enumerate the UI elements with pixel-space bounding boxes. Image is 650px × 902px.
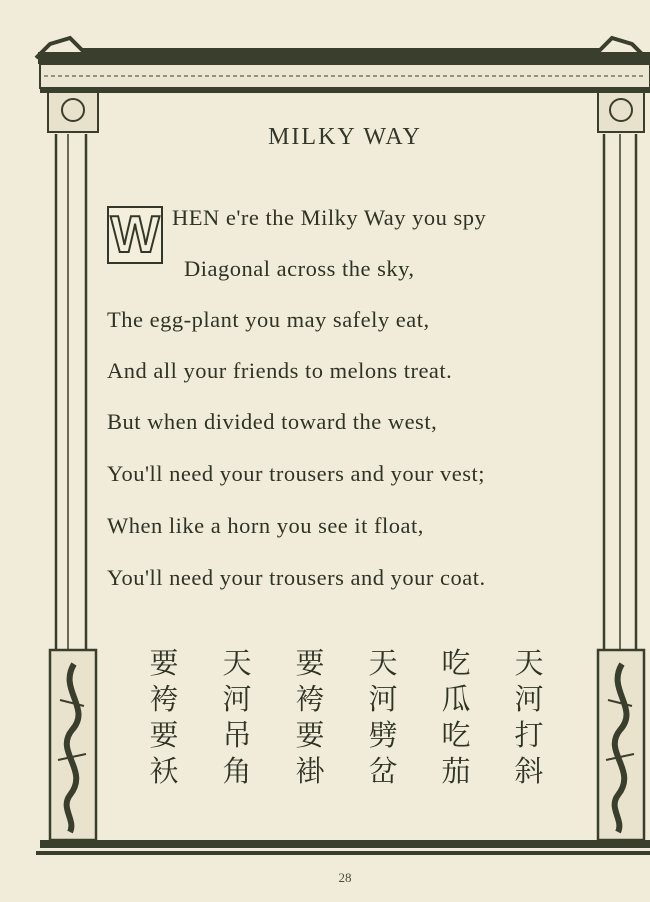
- poem-line: And all your friends to melons treat.: [107, 358, 453, 383]
- chinese-column: [218, 645, 256, 789]
- chinese-character: 角: [222, 754, 252, 788]
- chinese-character: 天: [514, 646, 544, 680]
- chinese-character: 河: [368, 682, 398, 716]
- poem-line: Diagonal across the sky,: [184, 256, 415, 281]
- chinese-character: 斜: [514, 754, 544, 788]
- chinese-character: 袴: [295, 682, 325, 716]
- chinese-character: 要: [295, 646, 325, 680]
- chinese-character: 要: [295, 718, 325, 752]
- chinese-character: 茄: [441, 754, 471, 788]
- chinese-character: 天: [368, 646, 398, 680]
- poem-line: The egg-plant you may safely eat,: [107, 307, 430, 332]
- chinese-column: [437, 645, 475, 789]
- chinese-column: [291, 645, 329, 789]
- chinese-character: 瓜: [441, 682, 471, 716]
- chinese-character: 劈: [368, 718, 398, 752]
- chinese-character: 打: [514, 718, 544, 752]
- poem-line: You'll need your trousers and your vest;: [107, 461, 485, 486]
- chinese-character: 吃: [441, 646, 471, 680]
- chinese-character: 袄: [149, 754, 179, 788]
- chinese-column: [145, 645, 183, 789]
- chinese-verse: [145, 645, 555, 805]
- chinese-character: 吊: [222, 718, 252, 752]
- chinese-character: 要: [149, 718, 179, 752]
- chinese-character: 吃: [441, 718, 471, 752]
- poem-title: MILKY WAY: [268, 124, 422, 150]
- poem-line: HEN e're the Milky Way you spy: [172, 205, 487, 230]
- chinese-column: [510, 645, 548, 789]
- poem-line: But when divided toward the west,: [107, 409, 438, 434]
- drop-cap-letter: W: [110, 206, 160, 264]
- chinese-character: 要: [149, 646, 179, 680]
- poem-line: When like a horn you see it float,: [107, 513, 424, 538]
- chinese-column: [364, 645, 402, 789]
- drop-cap: [107, 206, 163, 264]
- chinese-character: 河: [222, 682, 252, 716]
- chinese-character: 岔: [368, 754, 398, 788]
- chinese-character: 河: [514, 682, 544, 716]
- page-number: 28: [338, 870, 352, 885]
- chinese-character: 袴: [149, 682, 179, 716]
- chinese-character: 褂: [295, 754, 325, 788]
- chinese-character: 天: [222, 646, 252, 680]
- poem-line: You'll need your trousers and your coat.: [107, 565, 486, 590]
